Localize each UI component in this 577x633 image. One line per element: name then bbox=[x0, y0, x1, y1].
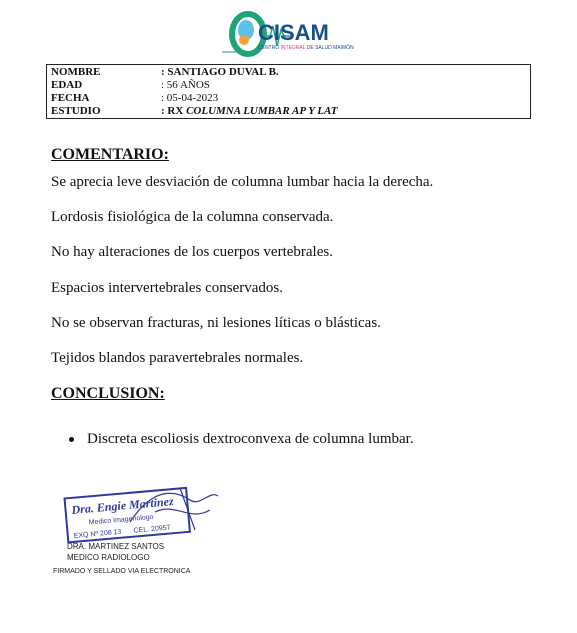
date-value: : 05-04-2023 bbox=[161, 92, 219, 104]
study-prefix: : RX bbox=[161, 105, 187, 117]
name-value: : SANTIAGO DUVAL B. bbox=[161, 66, 279, 78]
age-value: : 56 AÑOS bbox=[161, 79, 210, 91]
signature-name: DRA. MARTINEZ SANTOS bbox=[67, 542, 165, 551]
comment-heading: COMENTARIO: bbox=[51, 146, 169, 163]
stamp-title: Medico Imagenologo bbox=[88, 513, 154, 527]
stamp-cel: CEL. 20957 bbox=[133, 524, 171, 535]
comment-line: Espacios intervertebrales conservados. bbox=[51, 280, 283, 296]
age-label: EDAD bbox=[51, 79, 83, 91]
patient-info-box bbox=[46, 64, 531, 119]
conclusion-item: Discreta escoliosis dextroconvexa de columna lumbar. bbox=[87, 431, 414, 447]
comment-line: Se aprecia leve desviación de columna lumbar hacia la derecha. bbox=[51, 174, 434, 190]
comment-line: Tejidos blandos paravertebrales normales. bbox=[51, 350, 304, 366]
study-name: COLUMNA LUMBAR AP Y LAT bbox=[186, 105, 338, 117]
date-label: FECHA bbox=[51, 92, 90, 104]
stamp-exq: EXQ Nº 208 13 bbox=[73, 528, 122, 540]
bullet-icon bbox=[69, 437, 74, 442]
comment-line: Lordosis fisiológica de la columna conservada. bbox=[51, 209, 334, 225]
logo-subtitle-mid: INTEGRAL bbox=[280, 45, 306, 51]
name-label: NOMBRE bbox=[51, 66, 101, 78]
conclusion-heading: CONCLUSION: bbox=[51, 385, 165, 402]
signature-stamp bbox=[60, 482, 225, 544]
comment-line: No hay alteraciones de los cuerpos vertebrales. bbox=[51, 244, 333, 260]
comment-line: No se observan fracturas, ni lesiones líticas o blásticas. bbox=[51, 315, 381, 331]
stamp-name: Dra. Engie Martinez bbox=[70, 494, 175, 517]
logo-subtitle-left: CENTRO bbox=[258, 45, 280, 51]
signature-note: FIRMADO Y SELLADO VIA ELECTRONICA bbox=[53, 568, 191, 575]
study-value bbox=[161, 105, 337, 118]
study-label: ESTUDIO bbox=[51, 105, 101, 117]
logo-subtitle bbox=[258, 45, 354, 51]
logo-name: CISAM bbox=[258, 20, 329, 45]
signature-title: MEDICO RADIOLOGO bbox=[67, 553, 150, 562]
logo-subtitle-right: DE SALUD MAIMÓN bbox=[306, 45, 354, 51]
